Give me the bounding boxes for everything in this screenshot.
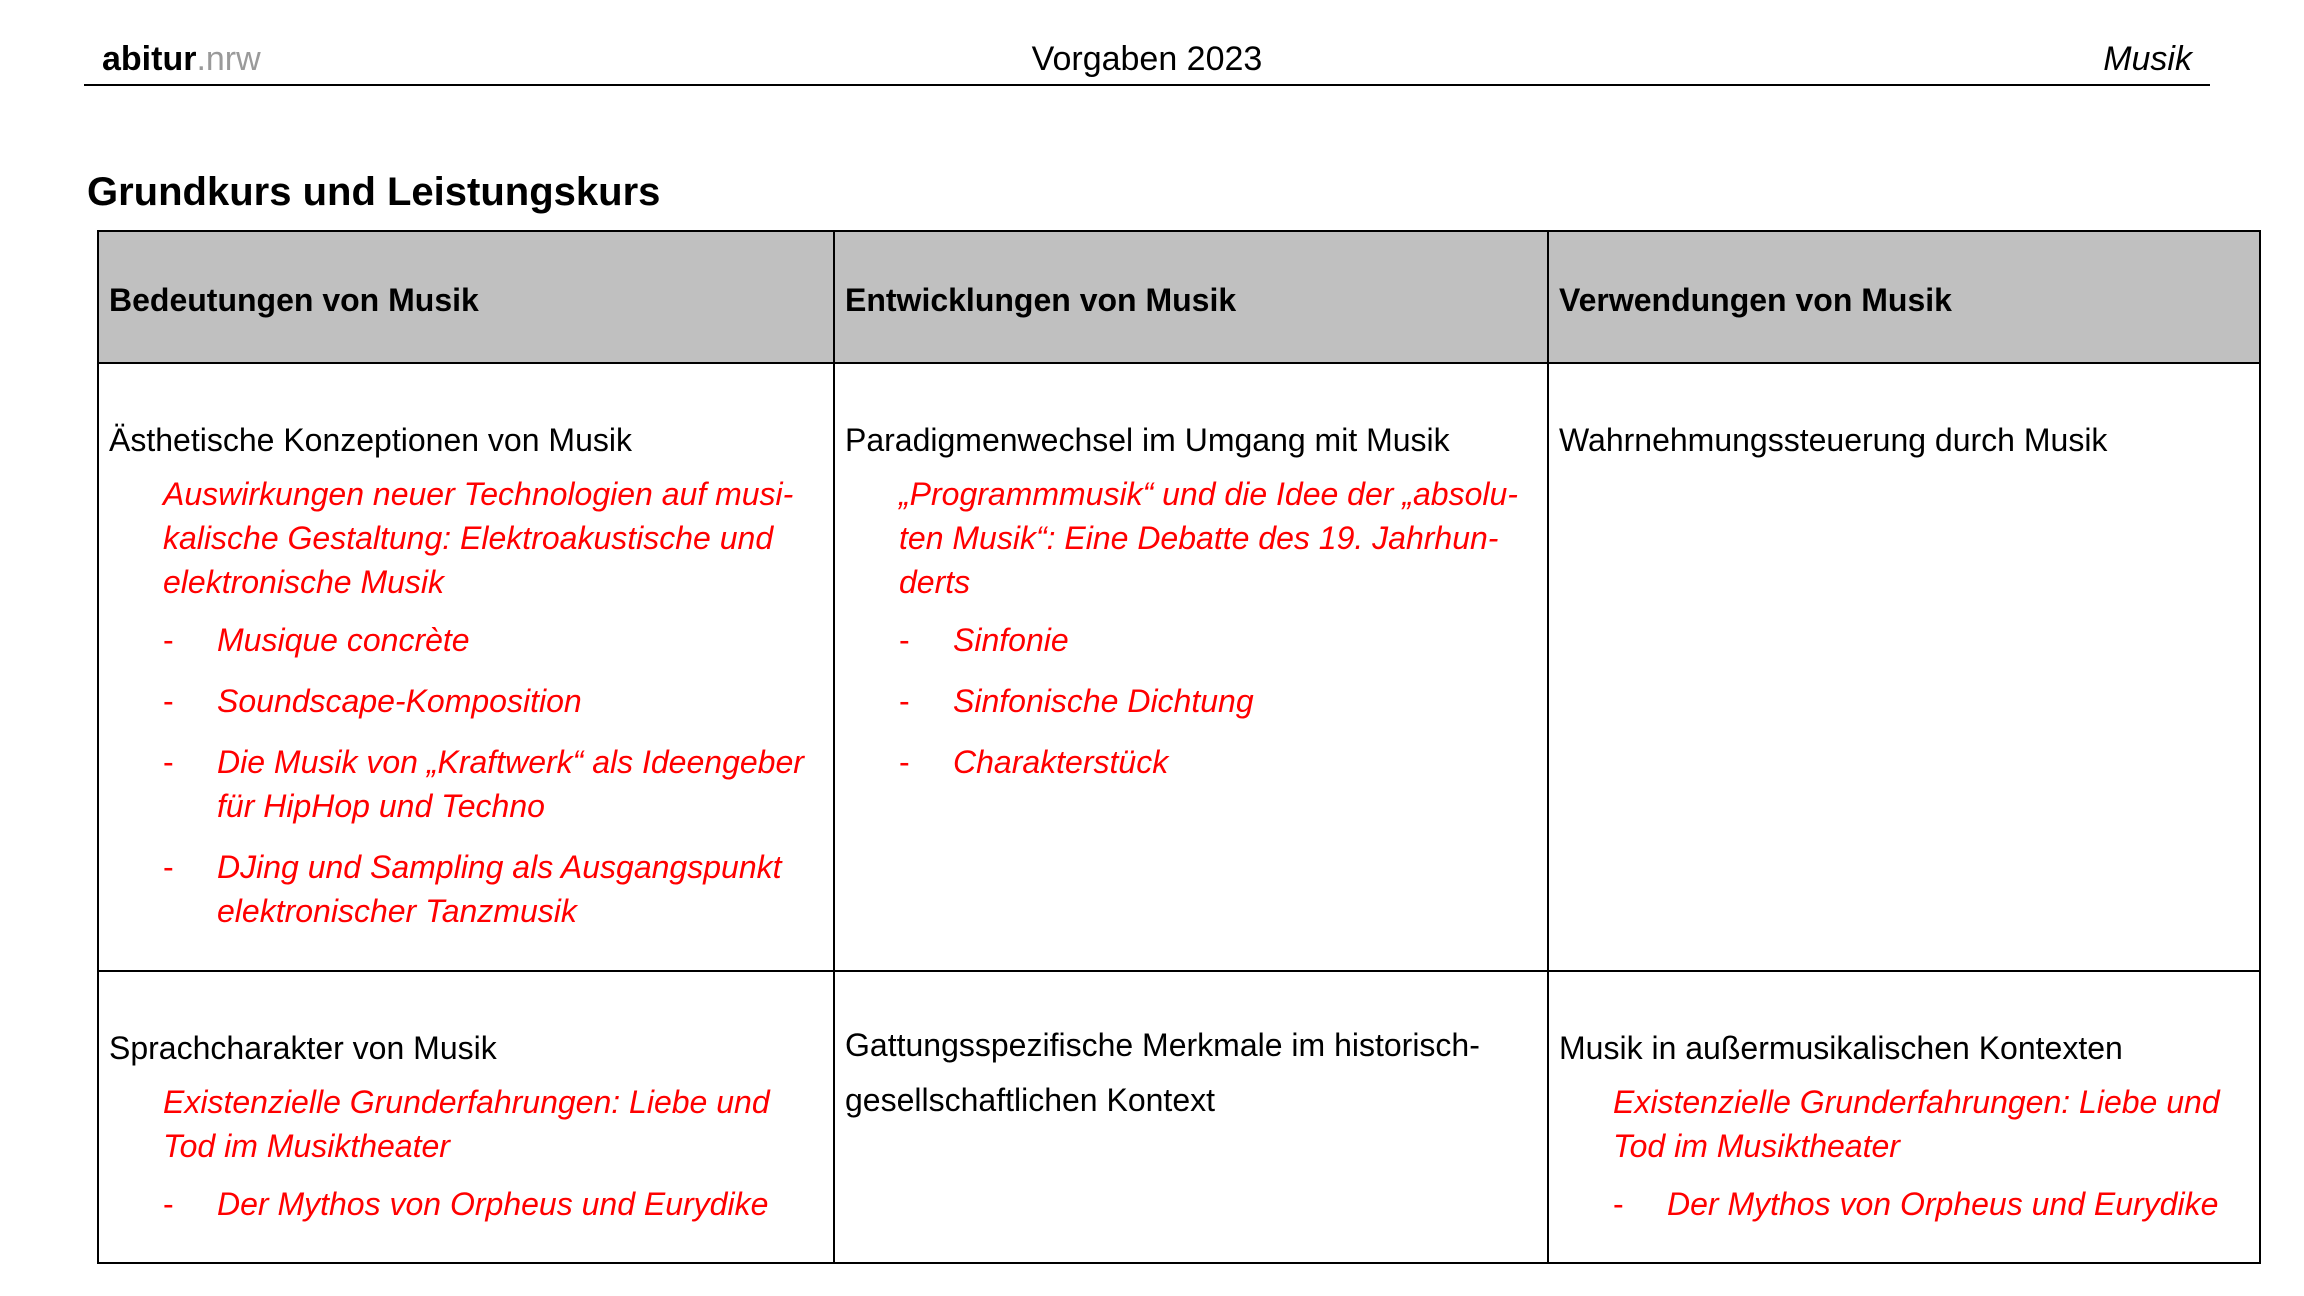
- list-item: [899, 740, 1537, 784]
- focus-text: Existenzielle Grunderfahrungen: Liebe und Tod im Musiktheater: [1613, 1084, 2220, 1164]
- brand-suffix: .nrw: [196, 40, 261, 78]
- topic-title: Paradigmenwechsel im Umgang mit Musik: [845, 422, 1450, 458]
- list-item: [163, 740, 823, 828]
- dash-marker: -: [163, 849, 174, 885]
- content-table: [97, 230, 2261, 1264]
- topic-title: Musik in außermusikalischen Kontexten: [1559, 1030, 2123, 1066]
- table-cell: [1548, 971, 2260, 1263]
- dash-marker: -: [163, 622, 174, 658]
- topic-title: Sprachcharakter von Musik: [109, 1030, 497, 1066]
- section-title: Grundkurs und Leistungskurs: [87, 170, 661, 214]
- table-cell: [98, 363, 834, 971]
- bullet-list: [163, 1182, 823, 1226]
- list-item-text: Sinfonie: [953, 622, 1069, 658]
- table-cell: [98, 971, 834, 1263]
- bullet-list: [1613, 1182, 2249, 1226]
- list-item-text: Musique concrète: [217, 622, 470, 658]
- list-item-text: DJing und Sampling als Ausgangspunkt elektronischer Tanzmusik: [217, 849, 782, 929]
- list-item-text: Der Mythos von Orpheus und Eurydike: [217, 1186, 769, 1222]
- dash-marker: -: [163, 683, 174, 719]
- column-header: Verwendungen von Musik: [1548, 231, 2260, 363]
- list-item: [899, 618, 1537, 662]
- list-item-text: Charakterstück: [953, 744, 1169, 780]
- table-row: [98, 363, 2260, 971]
- list-item-text: Der Mythos von Orpheus und Eurydike: [1667, 1186, 2219, 1222]
- list-item: [163, 1182, 823, 1226]
- header-subject: Musik: [2103, 40, 2192, 78]
- list-item-text: Sinfonische Dichtung: [953, 683, 1254, 719]
- dash-marker: -: [1613, 1186, 1624, 1222]
- focus-text: „Programmmusik“ und die Idee der „absolu-ten Musik“: Eine Debatte des 19. Jahrhun-derts: [899, 476, 1518, 600]
- table-cell: [1548, 363, 2260, 971]
- list-item: [163, 679, 823, 723]
- focus-text: Existenzielle Grunderfahrungen: Liebe und Tod im Musiktheater: [163, 1084, 770, 1164]
- table-cell: [834, 363, 1548, 971]
- dash-marker: -: [163, 1186, 174, 1222]
- dash-marker: -: [899, 622, 910, 658]
- table-header-row: [98, 231, 2260, 363]
- topic-title: Gattungsspezifische Merkmale im historisch-gesellschaftlichen Kontext: [845, 1027, 1480, 1118]
- bullet-list: [163, 618, 823, 933]
- list-item-text: Die Musik von „Kraftwerk“ als Ideengeber für HipHop und Techno: [217, 744, 804, 824]
- dash-marker: -: [163, 744, 174, 780]
- header-title: Vorgaben 2023: [1031, 40, 1263, 78]
- dash-marker: -: [899, 683, 910, 719]
- page-header: [84, 36, 2210, 86]
- list-item: [899, 679, 1537, 723]
- bullet-list: [899, 618, 1537, 784]
- focus-text: Auswirkungen neuer Technologien auf musi-kalische Gestaltung: Elektroakustische und elektronische Musik: [163, 476, 794, 600]
- list-item: [163, 618, 823, 662]
- topic-title: Ästhetische Konzeptionen von Musik: [109, 422, 632, 458]
- table-row: [98, 971, 2260, 1263]
- column-header: Entwicklungen von Musik: [834, 231, 1548, 363]
- dash-marker: -: [899, 744, 910, 780]
- table-cell: [834, 971, 1548, 1263]
- topic-title: Wahrnehmungssteuerung durch Musik: [1559, 422, 2108, 458]
- brand-main: abitur: [102, 40, 197, 78]
- list-item-text: Soundscape-Komposition: [217, 683, 582, 719]
- list-item: [1613, 1182, 2249, 1226]
- list-item: [163, 845, 823, 933]
- column-header: Bedeutungen von Musik: [98, 231, 834, 363]
